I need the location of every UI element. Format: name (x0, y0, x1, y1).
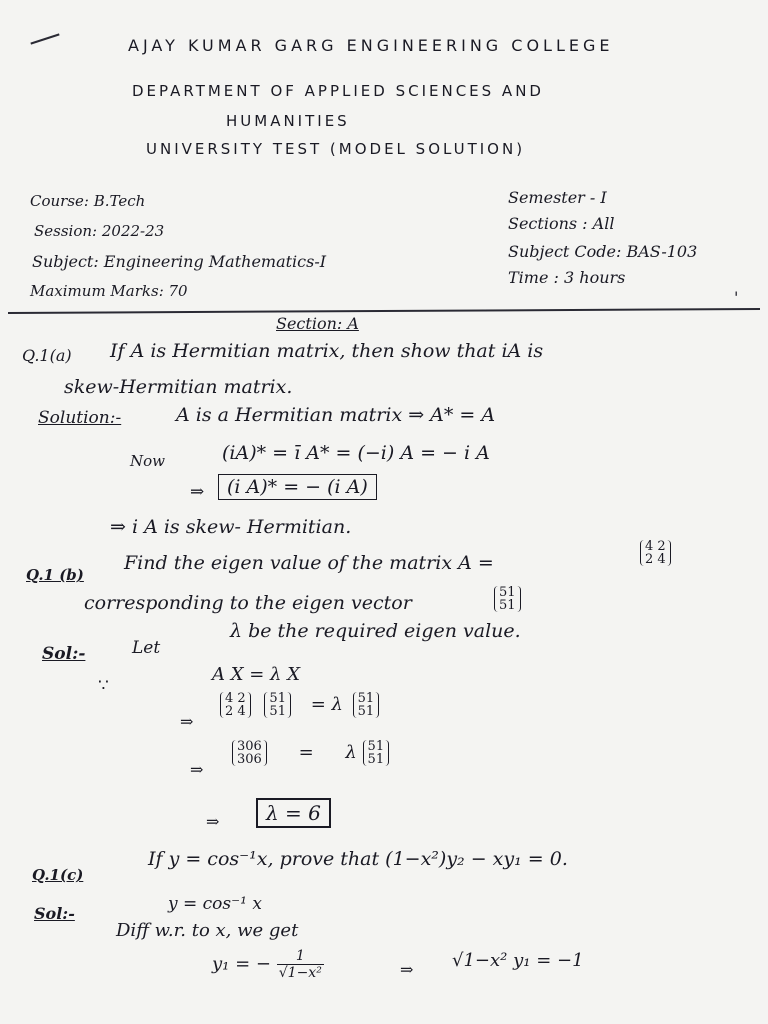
q1b-let-text: λ be the required eigen value. (230, 620, 521, 642)
vector-x (264, 692, 291, 718)
q1c-solution-label: Sol:- (34, 904, 75, 923)
college-name: AJAY KUMAR GARG ENGINEERING COLLEGE (128, 36, 614, 55)
q1a-solution-label: Solution:- (38, 408, 122, 428)
q1b-result-row (232, 740, 389, 766)
course-info: Course: B.Tech (30, 192, 146, 210)
q1c-derivative-row (212, 948, 324, 981)
semester-info: Semester - I (508, 188, 607, 207)
q1b-solution-label: Sol:- (42, 644, 86, 664)
vector-entry: 51 (357, 691, 375, 706)
matrix-row: 4 2 (225, 691, 246, 706)
q1b-equation-1: A X = λ X (212, 664, 301, 685)
q1a-question-line-1: If A is Hermitian matrix, then show that iA is (110, 340, 544, 362)
equals-sign: = (298, 742, 314, 763)
matrix-row: 2 4 (645, 552, 666, 567)
sections-info: Sections : All (508, 214, 615, 233)
pen-stroke-mark (30, 33, 59, 44)
time-info: Time : 3 hours (508, 268, 626, 287)
because-symbol: ∵ (98, 676, 109, 696)
matrix-row: 2 4 (225, 704, 246, 719)
q1a-question-line-2: skew-Hermitian matrix. (64, 376, 293, 398)
q1b-matrix-product-row (220, 692, 379, 718)
vector-entry: 51 (499, 598, 516, 613)
q1c-result: √1−x² y₁ = −1 (452, 950, 584, 971)
subject-info: Subject: Engineering Mathematics-I (32, 252, 327, 271)
vector-entry: 51 (357, 704, 375, 719)
fraction-denominator: √1−x² (278, 965, 322, 981)
q1a-now-label: Now (130, 452, 165, 470)
fraction-numerator: 1 (277, 948, 324, 965)
q1b-matrix-a (640, 540, 671, 566)
q1c-arrow: ⇒ (400, 960, 414, 979)
lambda-symbol: λ (345, 742, 357, 763)
department-line-2: HUMANITIES (226, 112, 350, 130)
q1a-conclusion: ⇒ i A is skew- Hermitian. (110, 516, 352, 538)
result-vector (232, 740, 267, 766)
matrix-row: 4 2 (645, 539, 666, 554)
q1b-question-line-2: corresponding to the eigen vector (84, 592, 412, 614)
q1a-step-1: (iA)* = ī A* = (−i) A = − i A (222, 442, 490, 464)
vector-entry: 51 (367, 752, 385, 767)
vector-entry: 306 (237, 752, 262, 767)
vector-entry: 51 (269, 691, 286, 706)
vector-x-scaled (363, 740, 390, 766)
q1c-label: Q.1(c) (32, 866, 84, 884)
vector-entry: 51 (269, 704, 286, 719)
session-info: Session: 2022-23 (34, 222, 165, 240)
q1c-differentiate: Diff w.r. to x, we get (116, 920, 299, 941)
vector-x-right (353, 692, 380, 718)
test-title: UNIVERSITY TEST (MODEL SOLUTION) (146, 140, 526, 158)
vector-entry: 306 (237, 739, 262, 754)
matrix-a-copy (220, 692, 251, 718)
q1c-question: If y = cos⁻¹x, prove that (1−x²)y₂ − xy₁ = 0. (148, 848, 568, 870)
q1b-label: Q.1 (b) (26, 566, 84, 584)
department-line-1: DEPARTMENT OF APPLIED SCIENCES AND (132, 82, 544, 100)
y1-lhs: y₁ = − (212, 953, 271, 975)
vector-entry: 51 (367, 739, 385, 754)
derivative-fraction (277, 948, 324, 981)
q1a-solution-text: A is a Hermitian matrix ⇒ A* = A (176, 404, 496, 426)
subject-code-info: Subject Code: BAS-103 (508, 242, 698, 261)
q1b-answer-box: λ = 6 (256, 798, 331, 828)
q1c-given: y = cos⁻¹ x (168, 894, 262, 914)
vector-entry: 51 (499, 585, 516, 600)
q1b-arrow-3: ⇒ (206, 812, 220, 831)
q1b-arrow-1: ⇒ (180, 712, 194, 731)
q1a-result-box: (i A)* = − (i A) (218, 474, 377, 500)
q1b-let-label: Let (132, 638, 161, 658)
max-marks-info: Maximum Marks: 70 (30, 282, 188, 300)
tick-mark: ' (734, 288, 739, 307)
q1b-eigen-vector (494, 586, 521, 612)
q1b-question-line-1: Find the eigen value of the matrix A = (124, 552, 494, 574)
header-divider (8, 308, 760, 314)
q1a-step-2-arrow: ⇒ (190, 482, 205, 502)
section-title: Section: A (276, 314, 359, 333)
q1a-label: Q.1(a) (22, 346, 72, 365)
equals-lambda: = λ (310, 694, 343, 715)
q1b-arrow-2: ⇒ (190, 760, 204, 779)
